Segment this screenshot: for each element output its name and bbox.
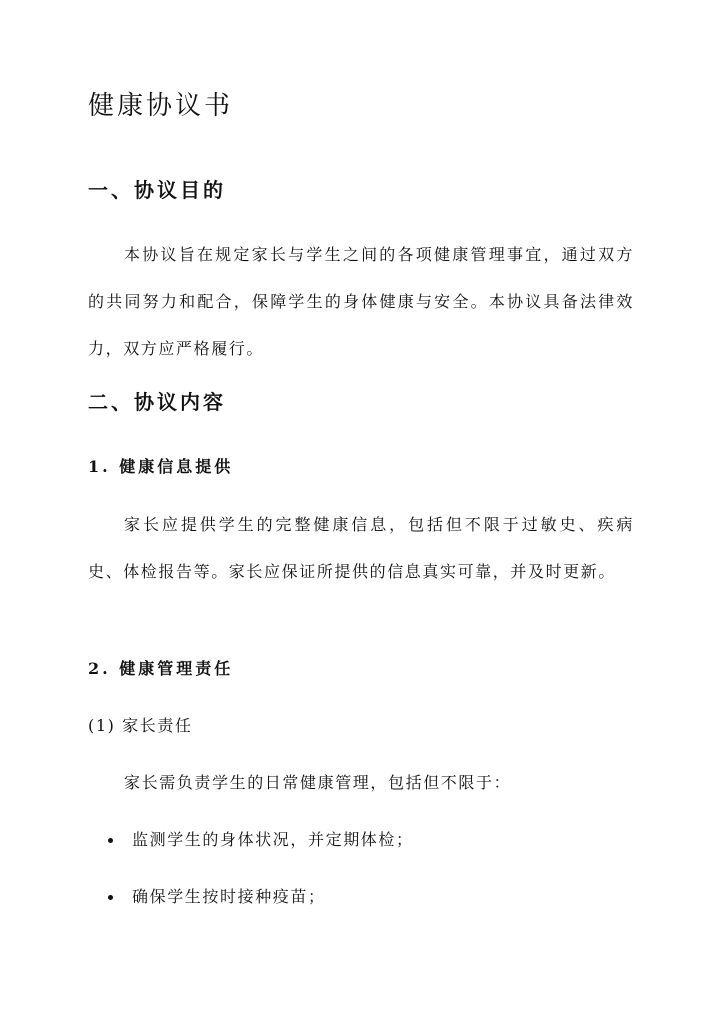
section-2-heading: 二、协议内容 xyxy=(88,390,226,414)
list-item xyxy=(88,885,414,909)
subsection-2-heading: 2. 健康管理责任 xyxy=(88,659,234,678)
list-item-text: 确保学生按时接种疫苗； xyxy=(132,887,326,906)
item-1-paragraph: 家长需负责学生的日常健康管理，包括但不限于： xyxy=(124,773,512,792)
subsection-1-heading: 1. 健康信息提供 xyxy=(88,457,234,476)
list-item xyxy=(88,828,414,852)
section-1-heading: 一、协议目的 xyxy=(88,178,226,202)
section-1-paragraph: 本协议旨在规定家长与学生之间的各项健康管理事宜，通过双方的共同努力和配合，保障学生的身体健康与安全。本协议具备法律效力，双方应严格履行。 xyxy=(88,245,634,358)
document-title: 健康协议书 xyxy=(88,91,234,121)
bullet-list xyxy=(88,828,414,909)
list-item-text: 监测学生的身体状况，并定期体检； xyxy=(132,830,414,849)
bullet-icon xyxy=(108,838,113,843)
bullet-icon xyxy=(108,895,113,900)
subsection-1-paragraph: 家长应提供学生的完整健康信息，包括但不限于过敏史、疾病史、体检报告等。家长应保证所提供的信息真实可靠，并及时更新。 xyxy=(88,515,634,581)
item-1-heading: (1) 家长责任 xyxy=(88,716,193,735)
